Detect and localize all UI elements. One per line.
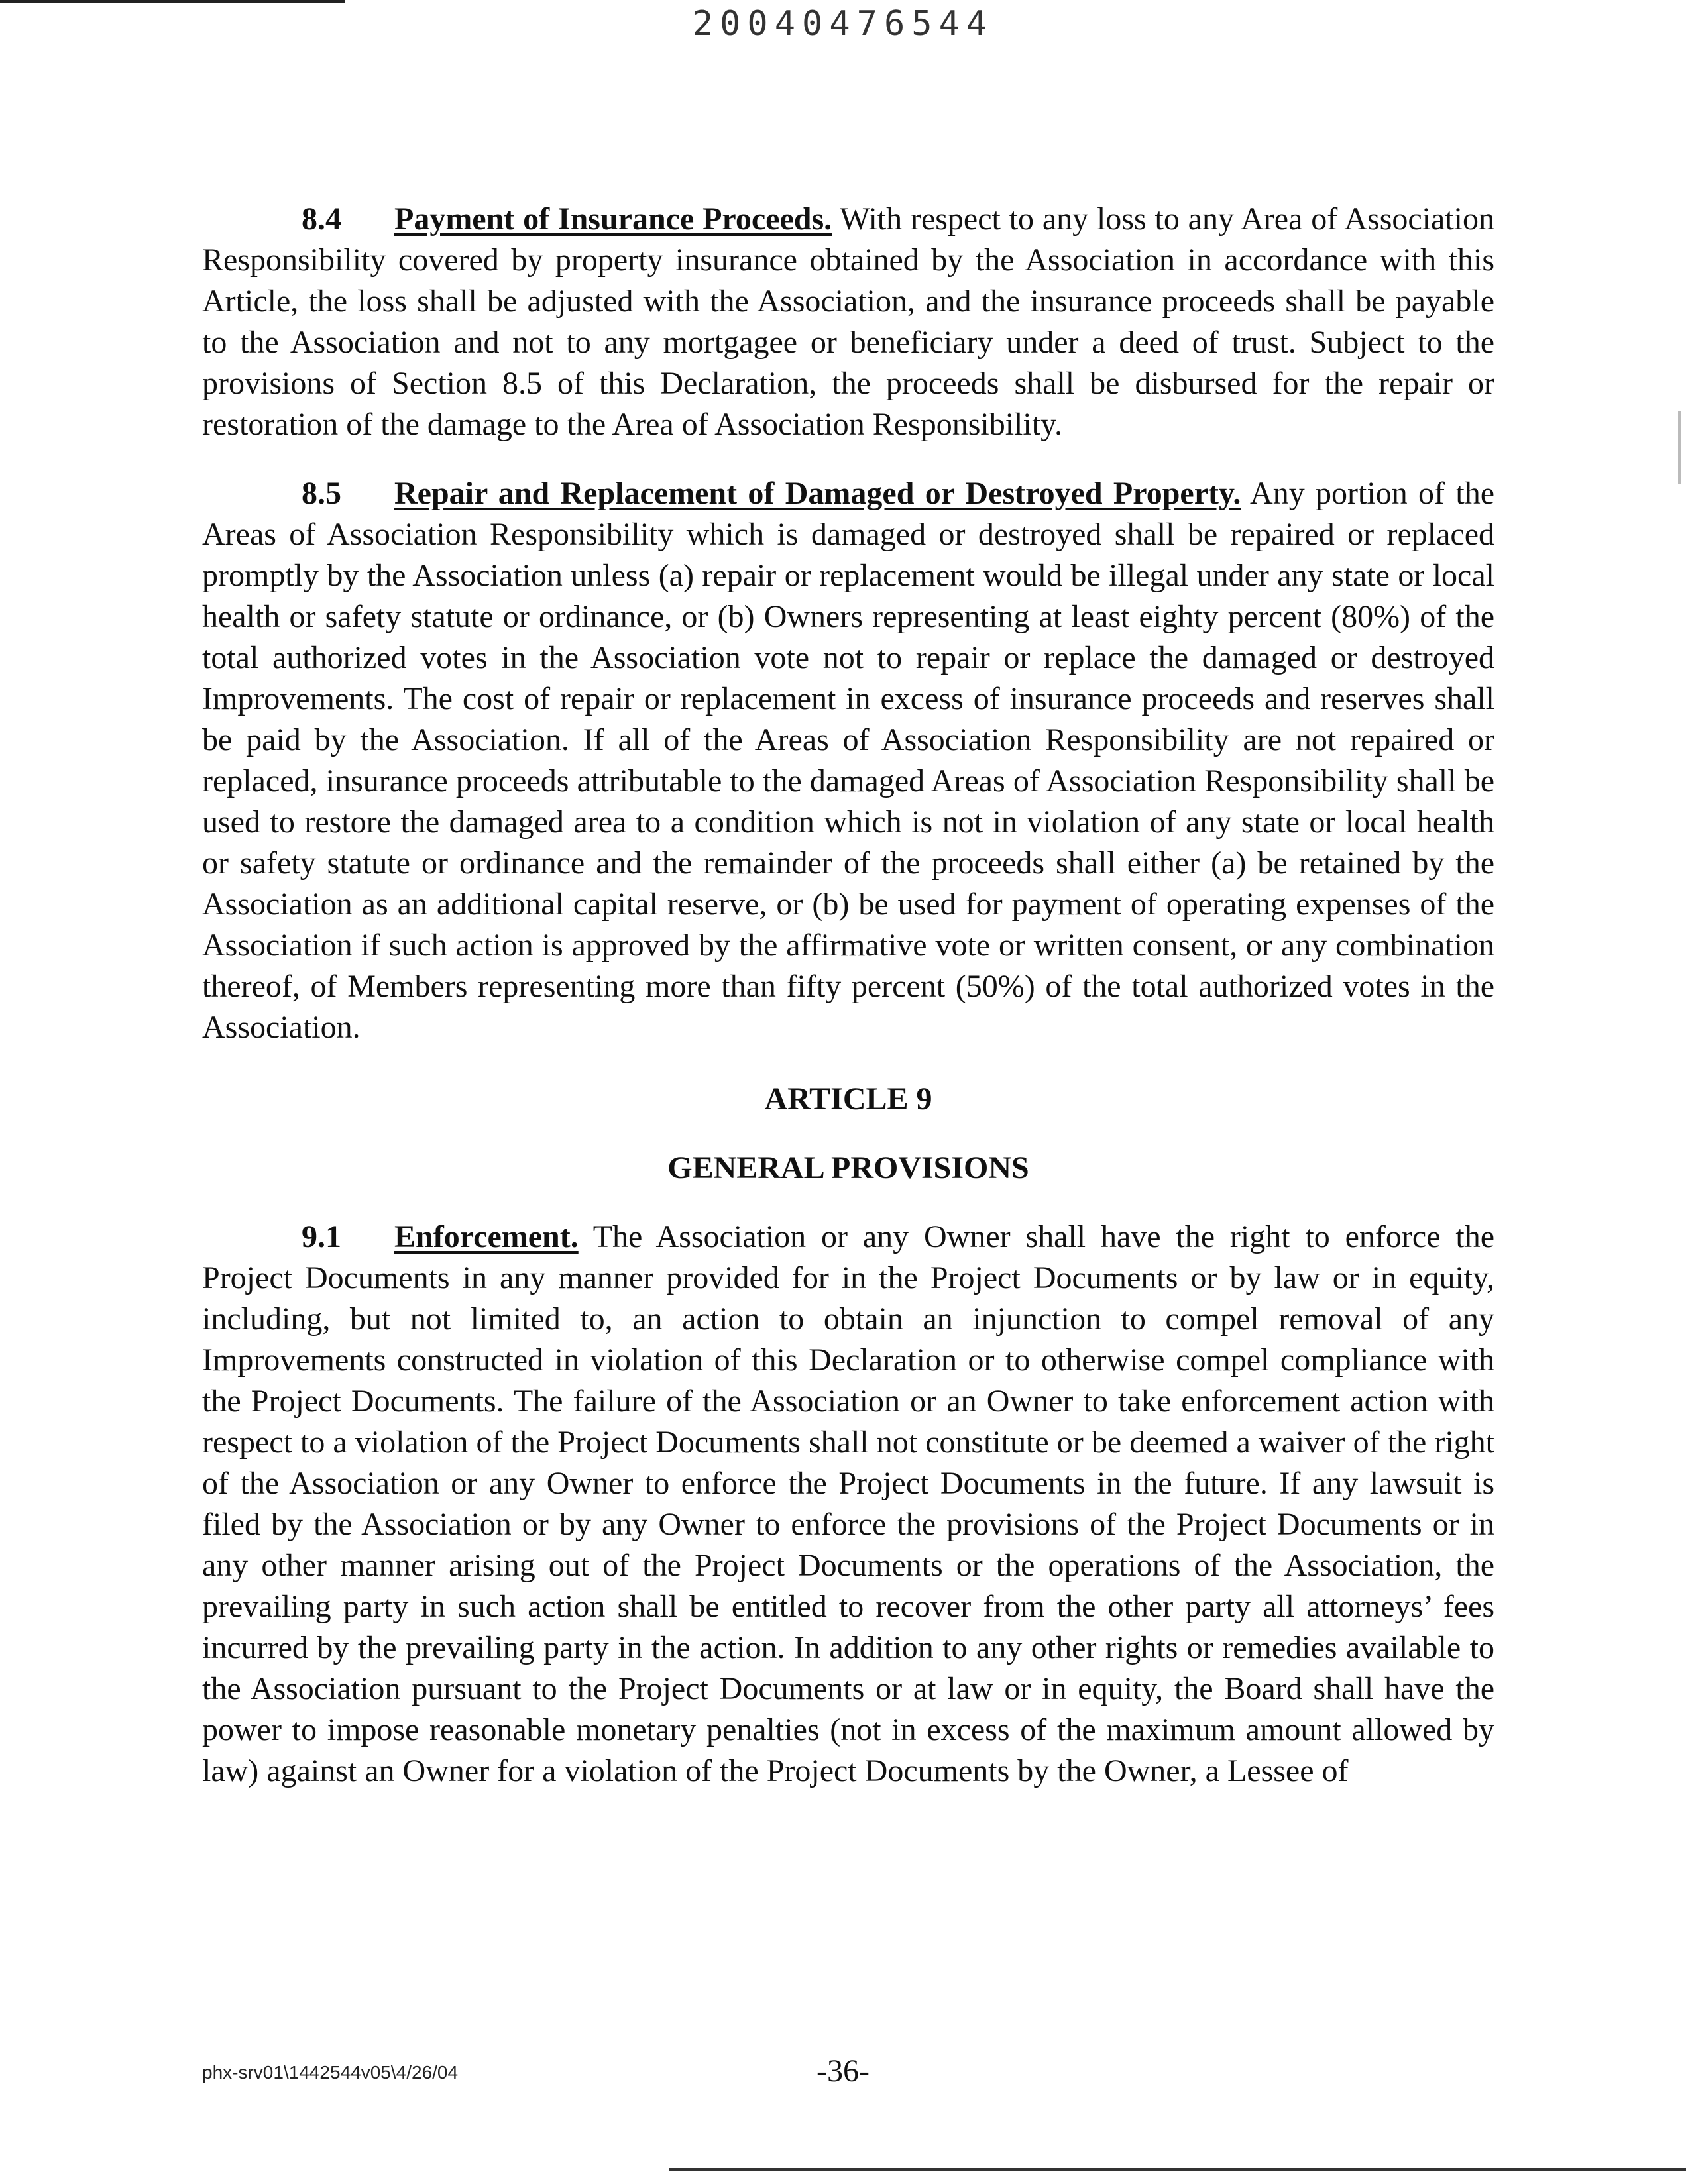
section-9-1-text: The Association or any Owner shall have the right to enforce the Project Documents in any manner provided for in the Project Documents or by law or in equity, including, but not limited to, an action to obtain an injunction to compel removal of any Improvements constructed in violation of this Declaration or to otherwise compel compliance with the Project Documents. The failure of the Association or an Owner to take enforcement action with respect to a violation of the Project Documents shall not constitute or be deemed a waiver of the right of the Association or any Owner to enforce the Project Documents in the future. If any lawsuit is filed by the Association or by any Owner to enforce the provisions of the Project Documents or in any other manner arising out of the Project Documents or the operations of the Association, the prevailing party in such action shall be entitled to recover from the other party all attorneys’ fees incurred by the prevailing party in the action. In addition to any other rights or remedies available to the Association pursuant to the Project Documents or at law or in equity, the Board shall have the power to impose reasonable monetary penalties (not in excess of the maximum amount allowed by law) against an Owner for a violation of the Project Documents by the Owner, a Lessee of	[202, 1219, 1494, 1788]
section-8-4-paragraph	[202, 199, 1494, 445]
section-8-5-title: Repair and Replacement of Damaged or Destroyed Property.	[394, 476, 1241, 511]
section-8-5-paragraph	[202, 473, 1494, 1048]
section-8-4-number: 8.4	[302, 201, 341, 237]
section-8-5-number: 8.5	[302, 476, 341, 511]
scan-edge-top	[0, 0, 345, 3]
document-body	[202, 199, 1494, 1792]
section-8-4-title: Payment of Insurance Proceeds.	[394, 201, 832, 237]
footer-file-reference: phx-srv01\1442544v05\4/26/04	[202, 2062, 459, 2083]
section-9-1-title: Enforcement.	[394, 1219, 579, 1254]
section-9-1-number: 9.1	[302, 1219, 341, 1254]
article-title: GENERAL PROVISIONS	[667, 1150, 1029, 1185]
section-8-4-text: With respect to any loss to any Area of Association Responsibility covered by property insurance obtained by the Association in accordance with this Article, the loss shall be adjusted with the Association, and the insurance proceeds shall be payable to the Association and not to any mortgagee or beneficiary under a deed of trust. Subject to the provisions of Section 8.5 of this Declaration, the proceeds shall be disbursed for the repair or restoration of the damage to the Area of Association Responsibility.	[202, 201, 1494, 442]
section-8-5-text: Any portion of the Areas of Association Responsibility which is damaged or destroyed shall be repaired or replaced promptly by the Association unless (a) repair or replacement would be illegal under any state or local health or safety statute or ordinance, or (b) Owners representing at least eighty percent (80%) of the total authorized votes in the Association vote not to repair or replace the damaged or destroyed Improvements. The cost of repair or replacement in excess of insurance proceeds and reserves shall be paid by the Association. If all of the Areas of Association Responsibility are not repaired or replaced, insurance proceeds attributable to the damaged Areas of Association Responsibility shall be used to restore the damaged area to a condition which is not in violation of any state or local health or safety statute or ordinance and the remainder of the proceeds shall either (a) be retained by the Association as an additional capital reserve, or (b) be used for payment of operating expenses of the Association if such action is approved by the affirmative vote or written consent, or any combination thereof, of Members representing more than fifty percent (50%) of the total authorized votes in the Association.	[202, 476, 1495, 1045]
page-number: -36-	[816, 2053, 870, 2089]
scan-edge-bottom	[669, 2168, 1686, 2171]
article-heading: ARTICLE 9	[764, 1081, 932, 1117]
document-number: 20040476544	[692, 4, 994, 44]
section-9-1-paragraph	[202, 1217, 1494, 1792]
scan-edge-right	[1678, 411, 1681, 484]
